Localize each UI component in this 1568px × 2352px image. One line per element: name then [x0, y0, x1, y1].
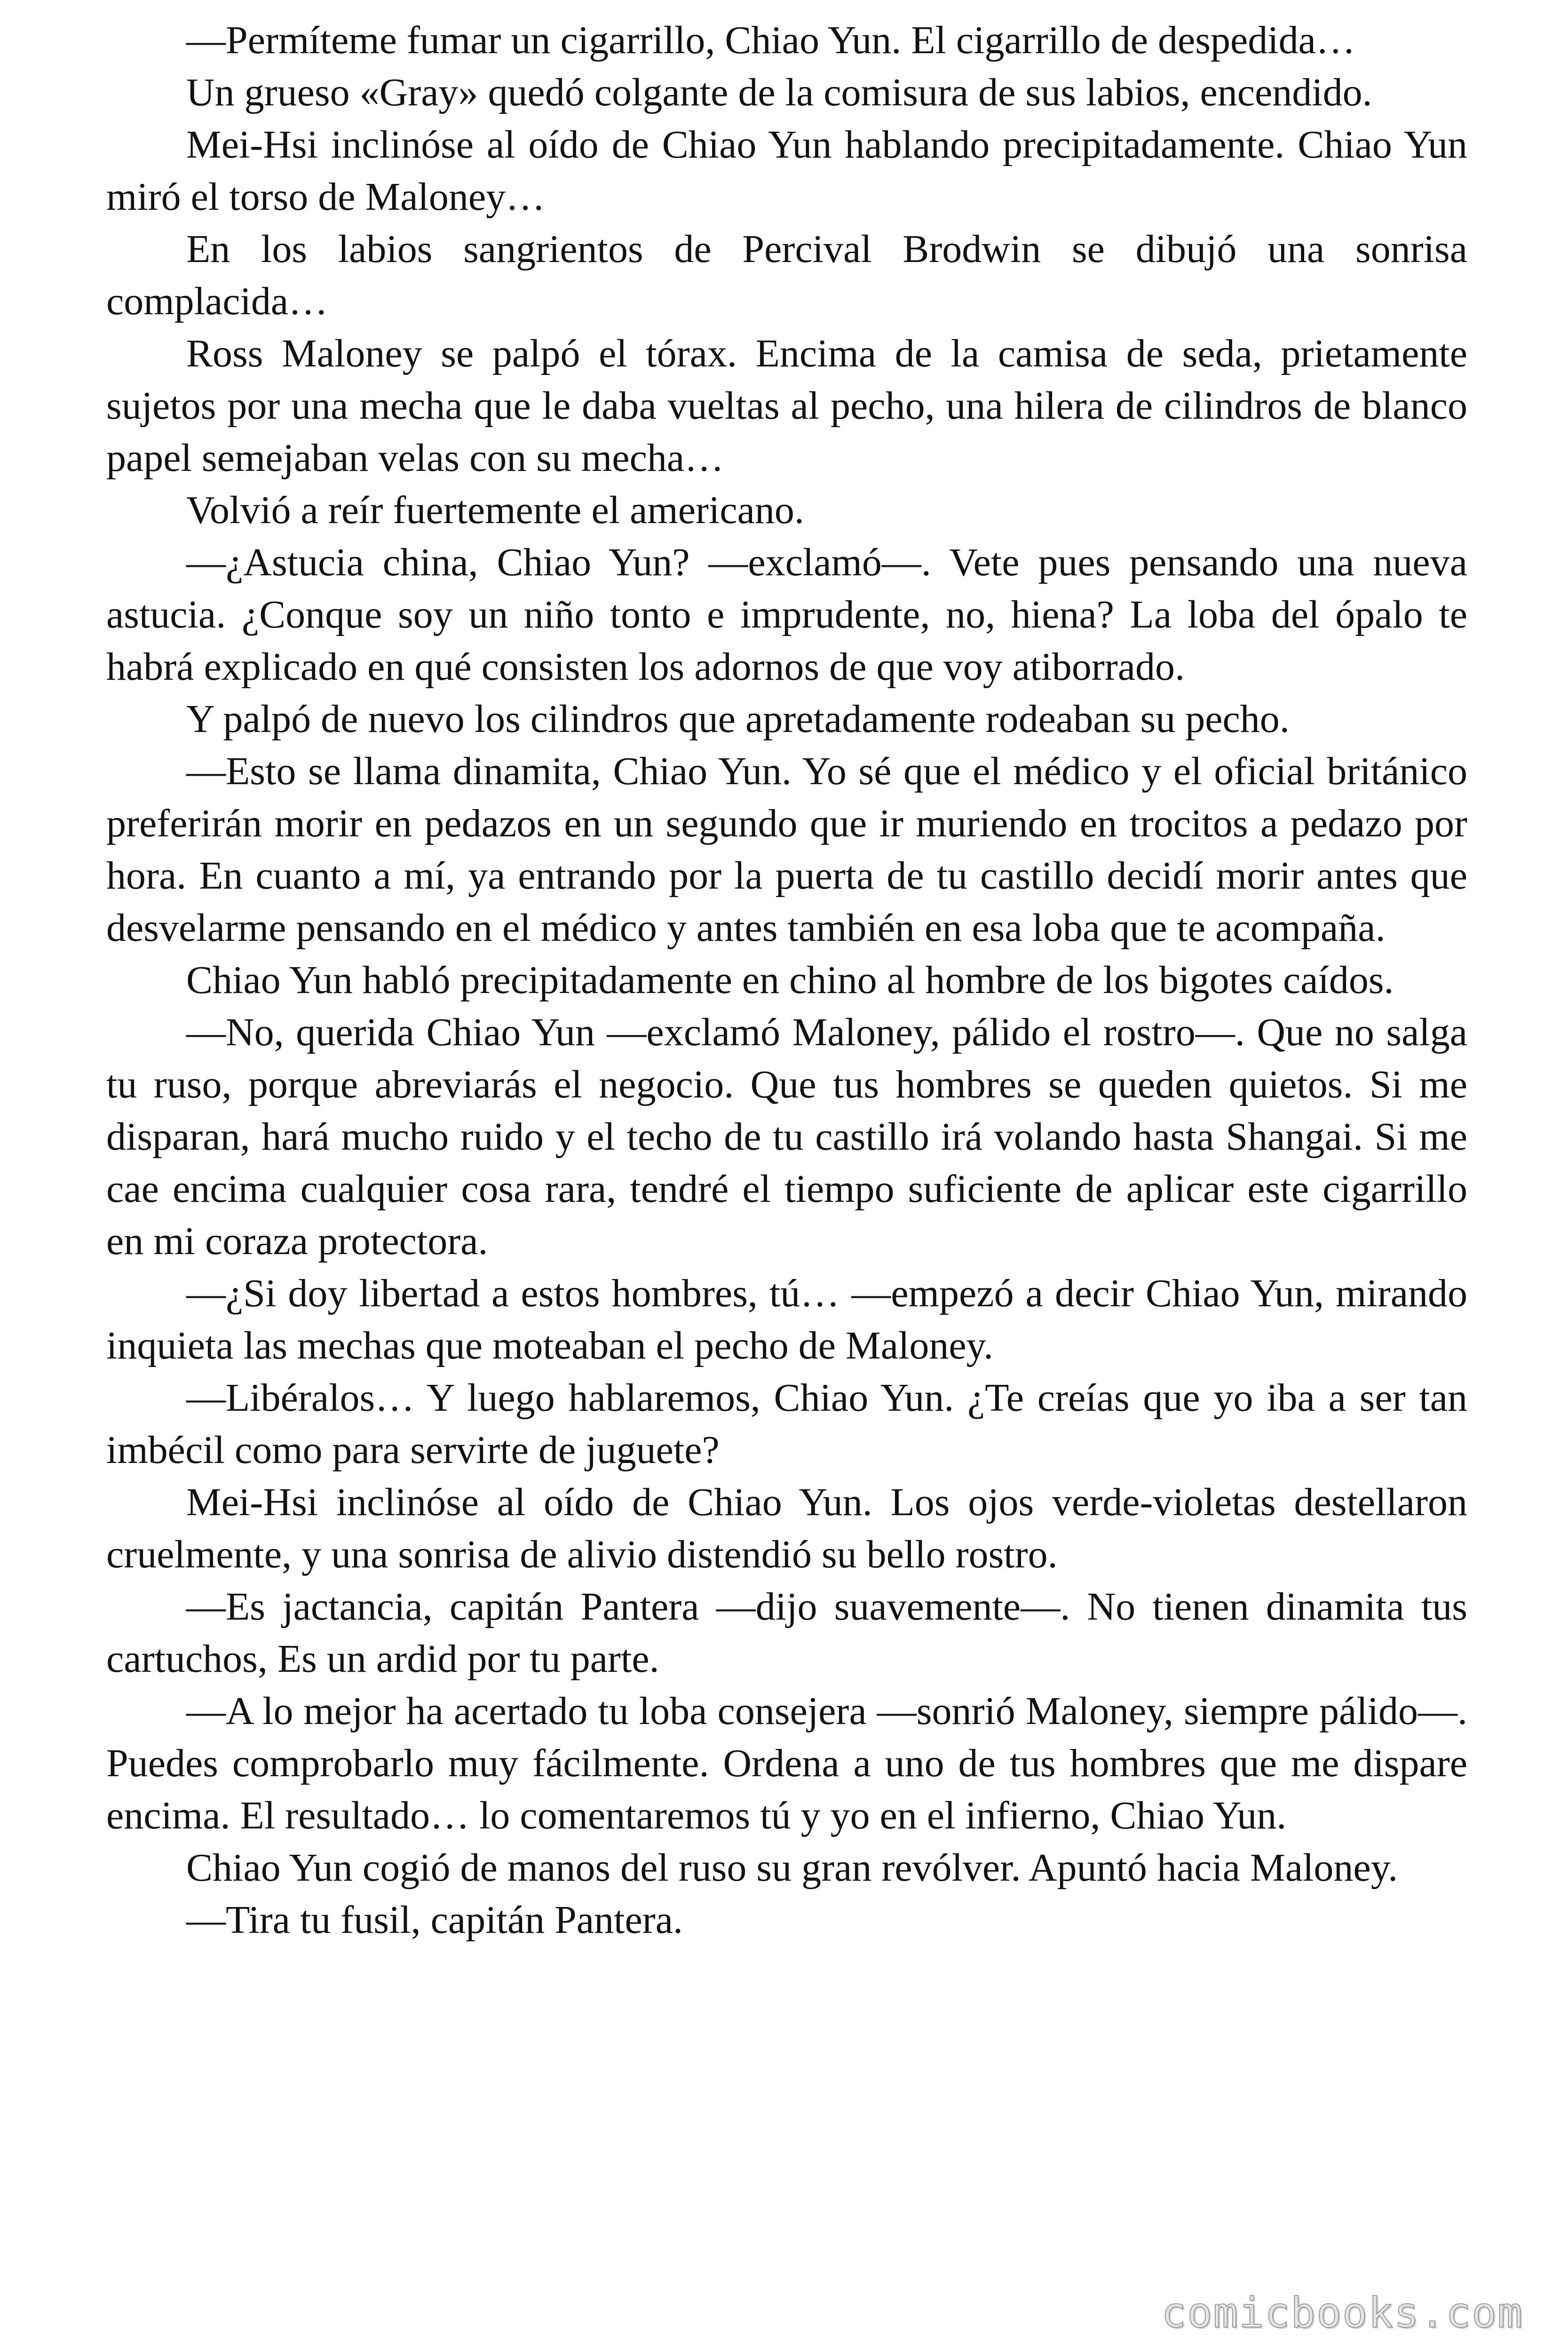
- paragraph-10: Chiao Yun habló precipitadamente en chino al hombre de los bigotes caídos.: [186, 958, 1394, 1002]
- paragraph-15: —Es jactancia, capitán Pantera —dijo suavemente—. No tienen dinamita tus cartuchos, Es un ardid por tu parte.: [106, 1585, 1467, 1681]
- paragraph-8: Y palpó de nuevo los cilindros que apretadamente rodeaban su pecho.: [186, 697, 1290, 741]
- paragraph-12: —¿Si doy libertad a estos hombres, tú… —empezó a decir Chiao Yun, mirando inquieta las mechas que moteaban el pecho de Maloney.: [106, 1271, 1467, 1367]
- paragraph-7: —¿Astucia china, Chiao Yun? —exclamó—. Vete pues pensando una nueva astucia. ¿Conque soy un niño tonto e imprudente, no, hiena? La loba del ópalo te habrá explicado en qué consisten los adornos de que voy atiborrado.: [106, 540, 1467, 689]
- paragraph-9: —Esto se llama dinamita, Chiao Yun. Yo sé que el médico y el oficial británico preferirán morir en pedazos en un segundo que ir muriendo en trocitos a pedazo por hora. En cuanto a mí, ya entrando por la puerta de tu castillo decidí morir antes que desvelarme pensando en el médico y antes también en esa loba que te acompaña.: [106, 749, 1467, 950]
- paragraph-16: —A lo mejor ha acertado tu loba consejera —sonrió Maloney, siempre pálido—. Puedes comprobarlo muy fácilmente. Ordena a uno de tus hombres que me dispare encima. El resultado… lo comentaremos tú y yo en el infierno, Chiao Yun.: [106, 1689, 1467, 1837]
- paragraph-5: Ross Maloney se palpó el tórax. Encima de la camisa de seda, prietamente sujetos por una mecha que le daba vueltas al pecho, una hilera de cilindros de blanco papel semejaban velas con su mecha…: [106, 332, 1467, 480]
- paragraph-14: Mei-Hsi inclinóse al oído de Chiao Yun. Los ojos verde-violetas destellaron cruelmente, y una sonrisa de alivio distendió su bello rostro.: [106, 1480, 1467, 1576]
- paragraph-11: —No, querida Chiao Yun —exclamó Maloney, pálido el rostro—. Que no salga tu ruso, porque abreviarás el negocio. Que tus hombres se queden quietos. Si me disparan, hará mucho ruido y el techo de tu castillo irá volando hasta Shangai. Si me cae encima cualquier cosa rara, tendré el tiempo suficiente de aplicar este cigarrillo en mi coraza protectora.: [106, 1010, 1467, 1263]
- paragraph-17: Chiao Yun cogió de manos del ruso su gran revólver. Apuntó hacia Maloney.: [186, 1846, 1398, 1890]
- paragraph-18: —Tira tu fusil, capitán Pantera.: [186, 1898, 683, 1942]
- document-body: [106, 14, 1467, 1946]
- paragraph-13: —Libéralos… Y luego hablaremos, Chiao Yun. ¿Te creías que yo iba a ser tan imbécil como para servirte de juguete?: [106, 1376, 1467, 1472]
- watermark: comicbooks.com: [1161, 2288, 1523, 2337]
- paragraph-6: Volvió a reír fuertemente el americano.: [186, 488, 804, 532]
- paragraph-1: —Permíteme fumar un cigarrillo, Chiao Yun. El cigarrillo de despedida…: [186, 18, 1355, 62]
- paragraph-4: En los labios sangrientos de Percival Brodwin se dibujó una sonrisa complacida…: [106, 227, 1467, 323]
- paragraph-2: Un grueso «Gray» quedó colgante de la comisura de sus labios, encendido.: [186, 71, 1372, 114]
- paragraph-3: Mei-Hsi inclinóse al oído de Chiao Yun hablando precipitadamente. Chiao Yun miró el torso de Maloney…: [106, 123, 1467, 219]
